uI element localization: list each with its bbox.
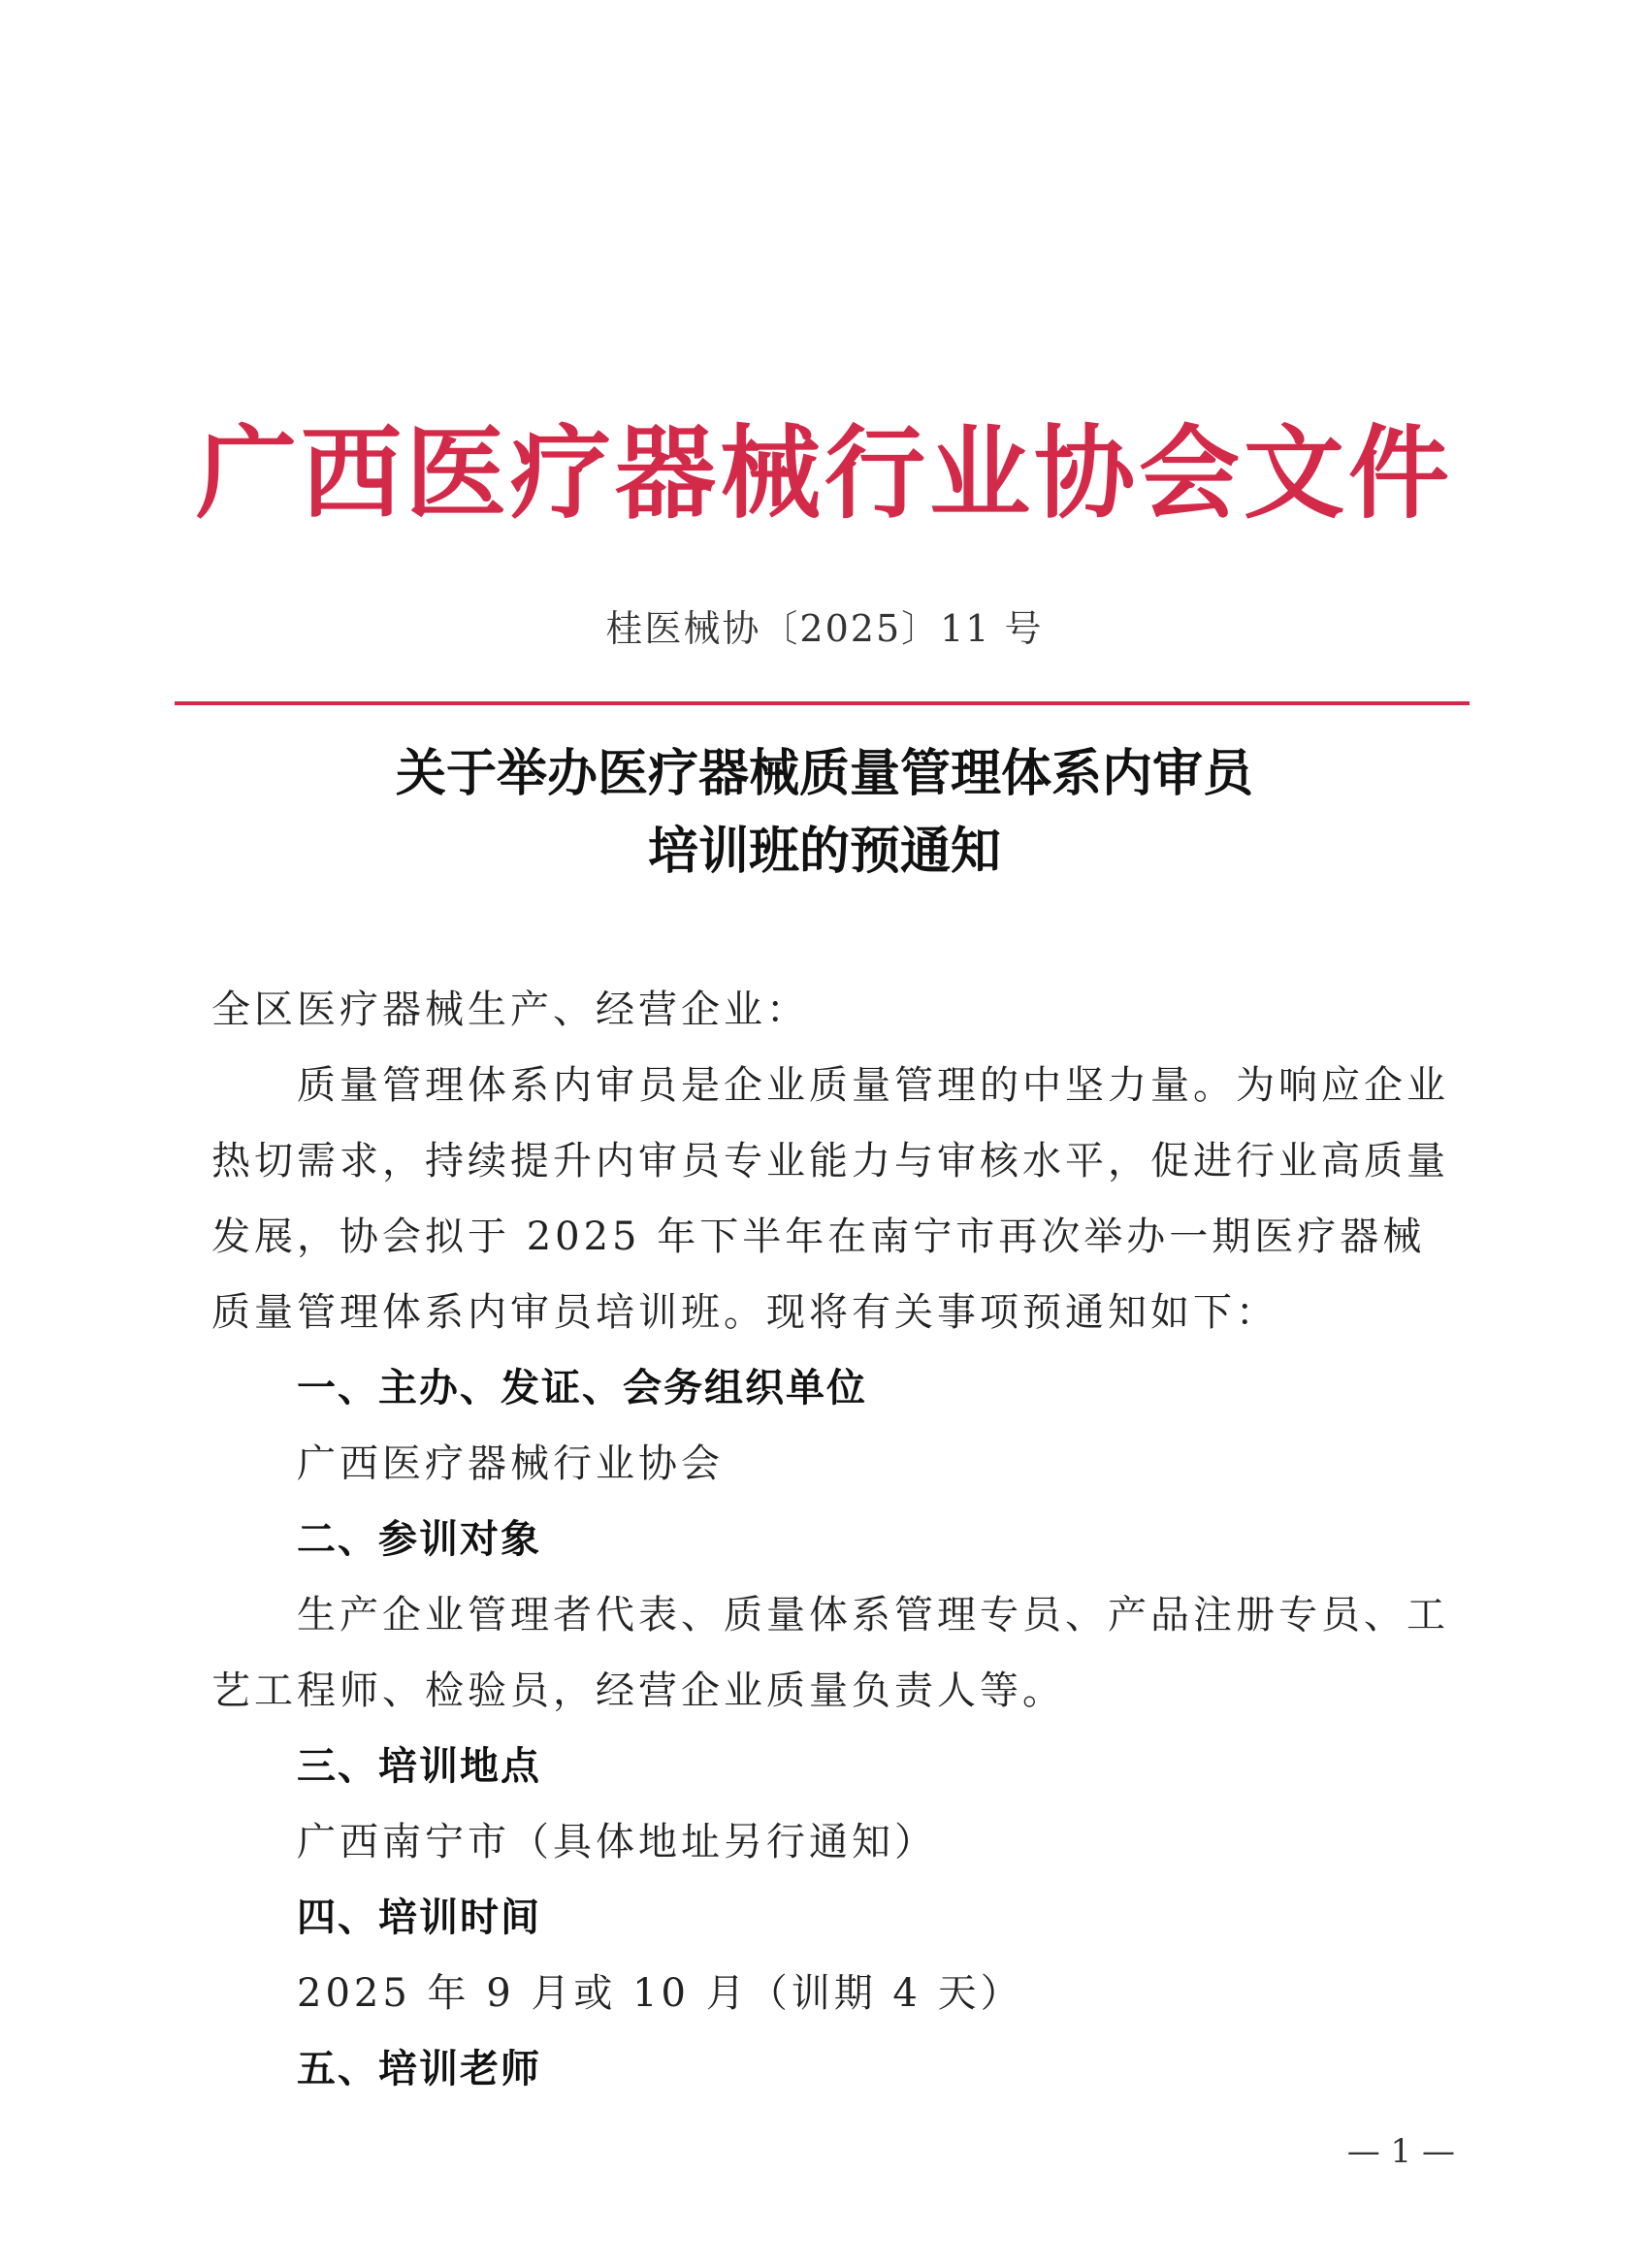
issuer-header-title: 广西医疗器械行业协会文件 xyxy=(195,413,1453,533)
section-content-time: 2025 年 9 月或 10 月（训期 4 天） xyxy=(297,1971,1023,2016)
page-number: — 1 — xyxy=(1346,2132,1455,2171)
notice-title-line-1: 关于举办医疗器械质量管理体系内审员 xyxy=(395,744,1253,803)
section-heading-time: 四、培训时间 xyxy=(297,1895,541,1940)
section-heading-organizer: 一、主办、发证、会务组织单位 xyxy=(297,1366,867,1410)
section-heading-location: 三、培训地点 xyxy=(297,1744,541,1789)
salutation: 全区医疗器械生产、经营企业： xyxy=(211,988,809,1032)
intro-paragraph: 质量管理体系内审员是企业质量管理的中坚力量。为响应企业热切需求，持续提升内审员专业能力与审核水平，促进行业高质量发展，协会拟于 2025 年下半年在南宁市再次举办一期医疗器械质量管理体系内审员培训班。现将有关事项预通知如下： xyxy=(211,1063,1449,1335)
document-number: 桂医械协〔2025〕11 号 xyxy=(605,607,1044,650)
notice-title-line-2: 培训班的预通知 xyxy=(647,822,1001,881)
section-heading-instructors: 五、培训老师 xyxy=(297,2047,541,2091)
section-content-organizer: 广西医疗器械行业协会 xyxy=(297,1442,724,1486)
section-heading-participants: 二、参训对象 xyxy=(297,1517,541,1562)
section-content-location: 广西南宁市（具体地址另行通知） xyxy=(297,1820,937,1864)
document-body xyxy=(211,972,1453,2107)
section-content-participants: 生产企业管理者代表、质量体系管理专员、产品注册专员、工艺工程师、检验员，经营企业质量负责人等。 xyxy=(211,1593,1449,1713)
red-divider-line xyxy=(175,701,1470,705)
